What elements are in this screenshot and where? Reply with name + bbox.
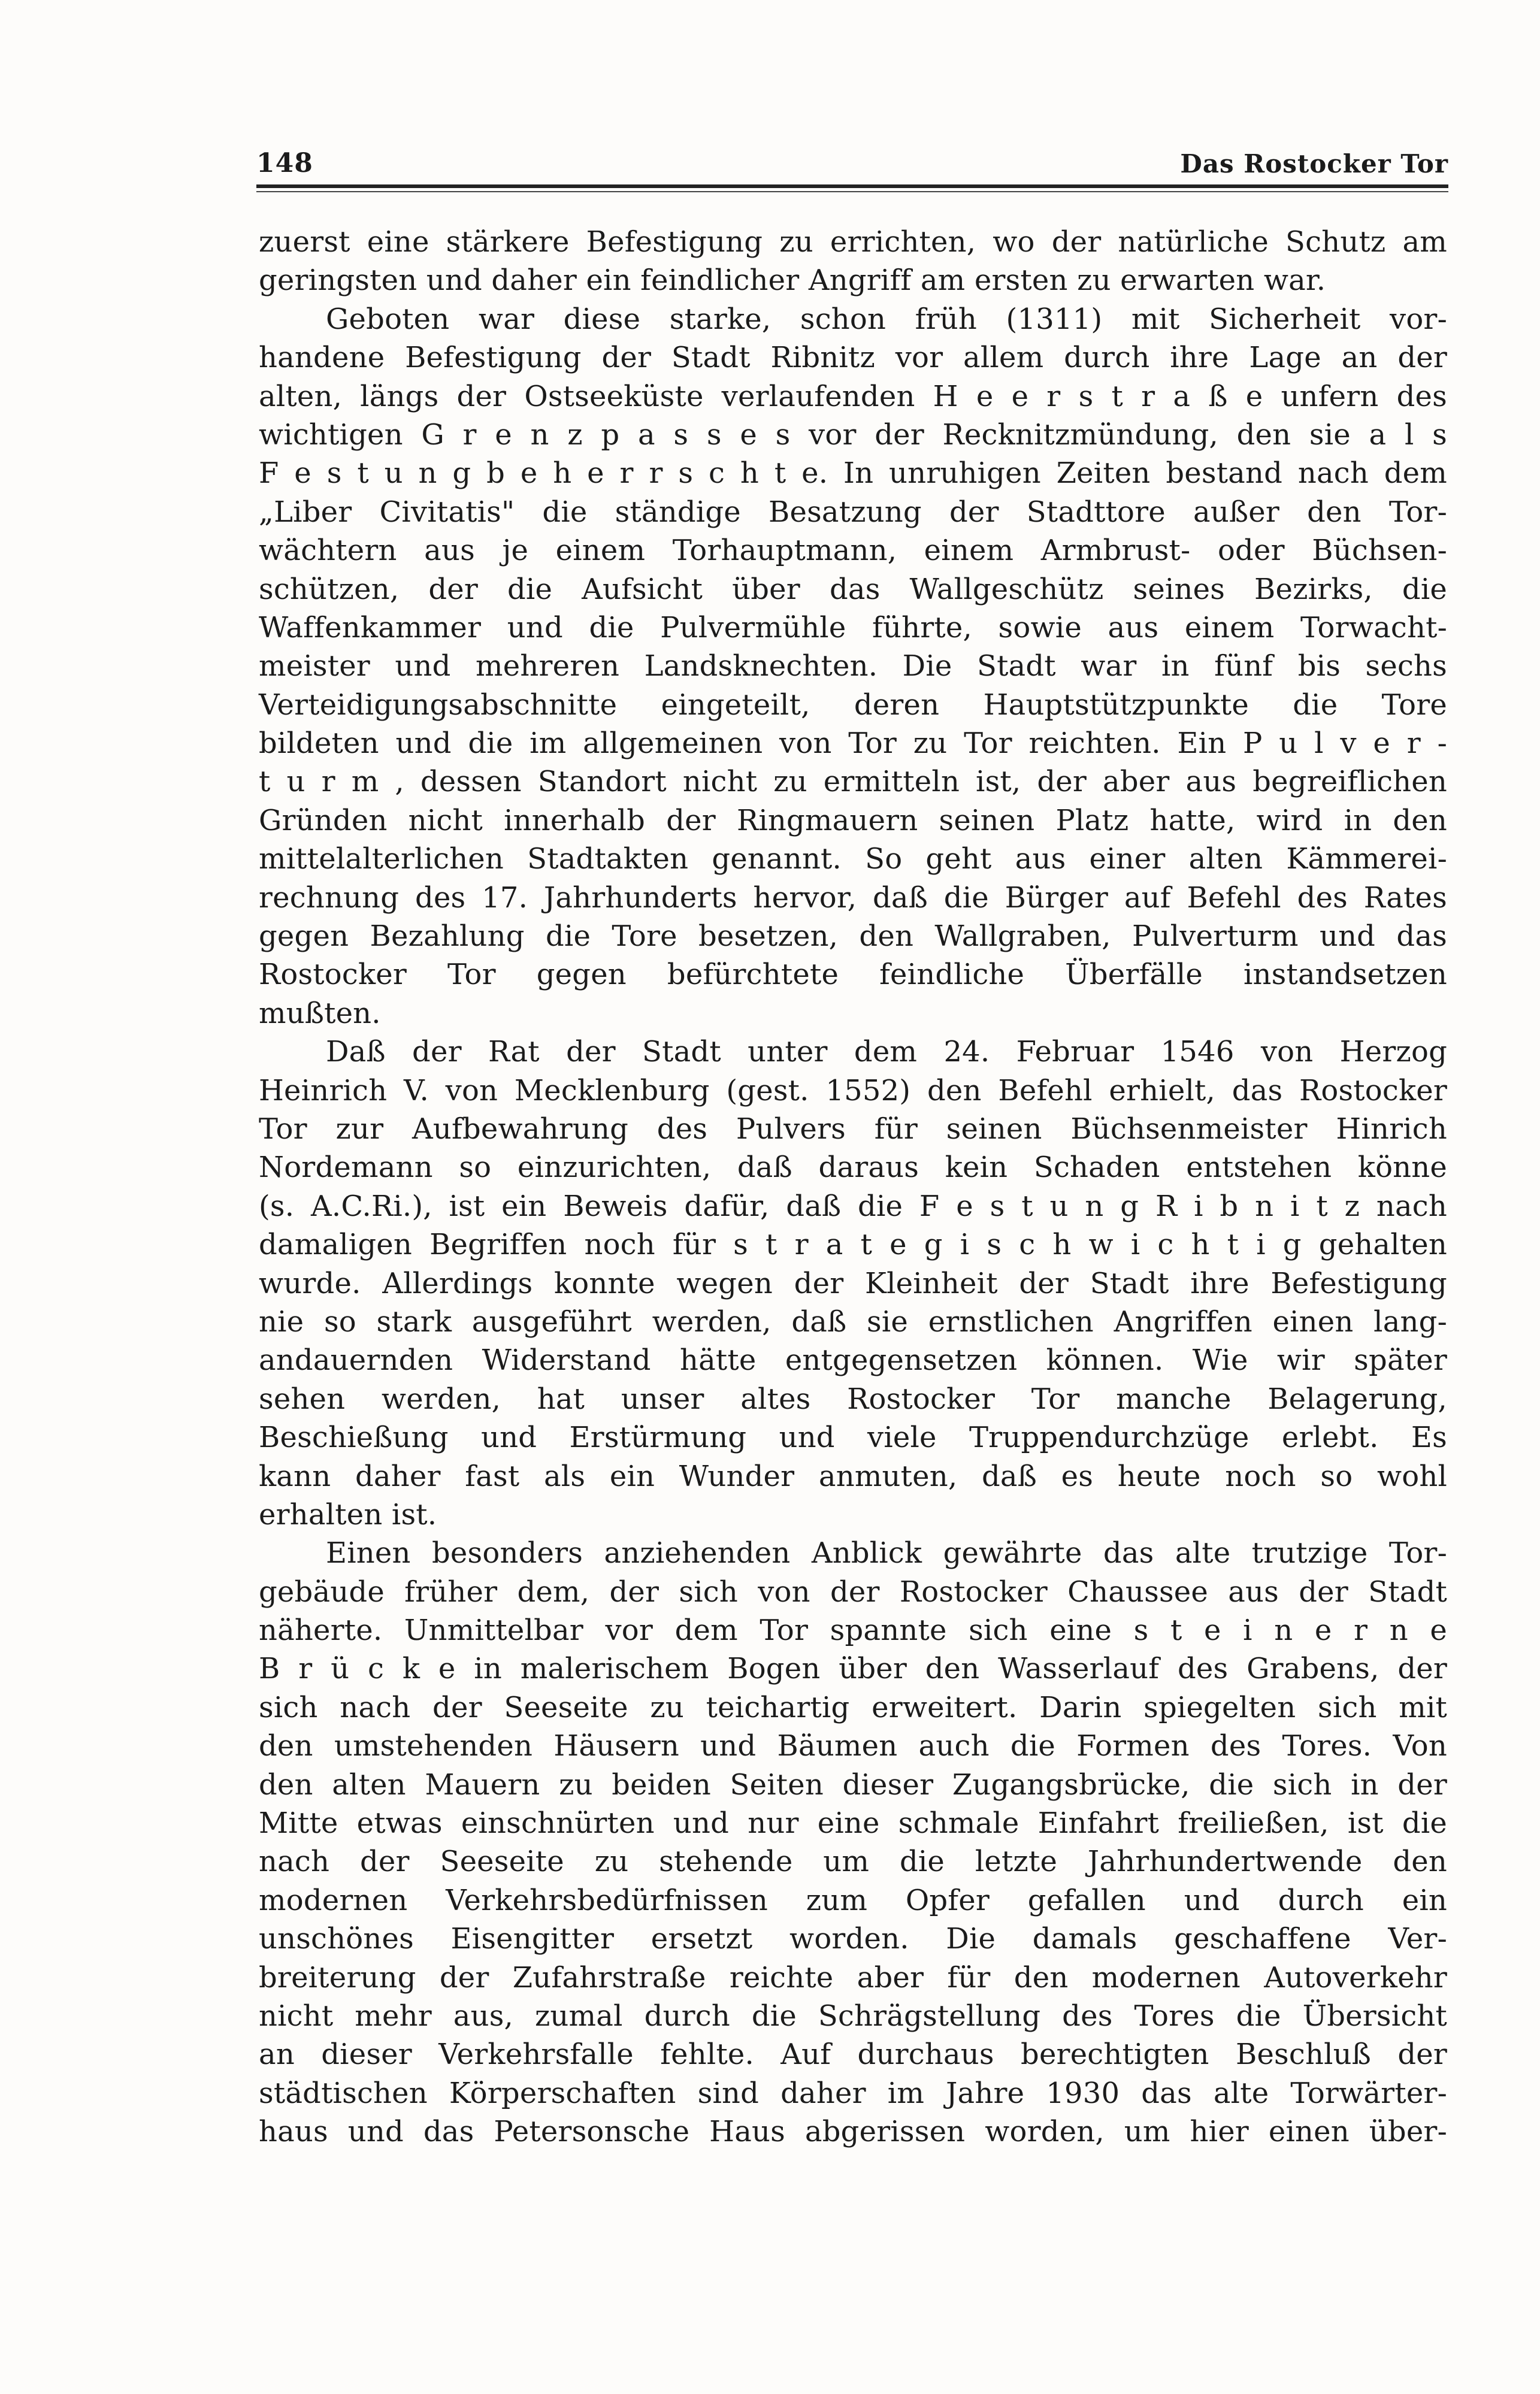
text-line: nach der Seeseite zu stehende um die letzte Jahrhundertwende den	[259, 1845, 1447, 1879]
running-title: Das Rostocker Tor	[1180, 149, 1448, 178]
text-line: Nordemann so einzurichten, daß daraus kein Schaden entstehen könne	[259, 1151, 1447, 1185]
body-text	[259, 223, 1447, 2151]
text-line: erhalten ist.	[259, 1497, 437, 1532]
text-line: bildeten und die im allgemeinen von Tor zu Tor reichten. Ein P u l v e r -	[259, 727, 1447, 761]
page-header	[256, 143, 1448, 178]
text-line: (s. A.C.Ri.), ist ein Beweis dafür, daß die F e s t u n g R i b n i t z nach	[259, 1189, 1447, 1223]
text-line: mittelalterlichen Stadtakten genannt. So geht aus einer alten Kämmerei-	[259, 842, 1447, 876]
text-line: Beschießung und Erstürmung und viele Truppendurchzüge erlebt. Es	[259, 1421, 1447, 1455]
text-line: Gründen nicht innerhalb der Ringmauern seinen Platz hatte, wird in den	[259, 803, 1447, 837]
text-line: nicht mehr aus, zumal durch die Schrägstellung des Tores die Übersicht	[259, 1999, 1447, 2033]
text-line: Waffenkammer und die Pulvermühle führte, sowie aus einem Torwacht-	[259, 610, 1447, 644]
text-line: näherte. Unmittelbar vor dem Tor spannte sich eine s t e i n e r n e	[259, 1614, 1447, 1648]
text-line: schützen, der die Aufsicht über das Wallgeschütz seines Bezirks, die	[259, 572, 1447, 606]
text-line: Daß der Rat der Stadt unter dem 24. Februar 1546 von Herzog	[326, 1035, 1447, 1069]
text-line: breiterung der Zufahrstraße reichte aber für den modernen Autoverkehr	[259, 1960, 1447, 1995]
text-line: sehen werden, hat unser altes Rostocker Tor manche Belagerung,	[259, 1382, 1447, 1416]
text-line: mußten.	[259, 996, 381, 1030]
text-line: t u r m , dessen Standort nicht zu ermitteln ist, der aber aus begreiflichen	[259, 765, 1447, 799]
text-line: den alten Mauern zu beiden Seiten dieser Zugangsbrücke, die sich in der	[259, 1767, 1447, 1802]
text-line: wächtern aus je einem Torhauptmann, einem Armbrust- oder Büchsen-	[259, 534, 1447, 568]
text-line: B r ü c k e in malerischem Bogen über den Wasserlauf des Grabens, der	[259, 1652, 1447, 1686]
text-line: haus und das Petersonsche Haus abgerissen worden, um hier einen über-	[259, 2115, 1447, 2149]
text-line: Heinrich V. von Mecklenburg (gest. 1552) den Befehl erhielt, das Rostocker	[259, 1073, 1447, 1107]
text-line: geringsten und daher ein feindlicher Angriff am ersten zu erwarten war.	[259, 264, 1326, 298]
text-line: zuerst eine stärkere Befestigung zu errichten, wo der natürliche Schutz am	[259, 225, 1447, 259]
text-line: gegen Bezahlung die Tore besetzen, den Wallgraben, Pulverturm und das	[259, 919, 1447, 954]
text-line: rechnung des 17. Jahrhunderts hervor, daß die Bürger auf Befehl des Rates	[259, 880, 1447, 915]
header-rule-thick	[256, 184, 1448, 188]
text-line: Mitte etwas einschnürten und nur eine schmale Einfahrt freiließen, ist die	[259, 1806, 1447, 1841]
text-line: wichtigen G r e n z p a s s e s vor der Recknitzmündung, den sie a l s	[259, 417, 1447, 452]
text-line: meister und mehreren Landsknechten. Die Stadt war in fünf bis sechs	[259, 649, 1447, 683]
text-line: kann daher fast als ein Wunder anmuten, daß es heute noch so wohl	[259, 1459, 1447, 1493]
text-line: an dieser Verkehrsfalle fehlte. Auf durchaus berechtigten Beschluß der	[259, 2038, 1447, 2072]
text-line: alten, längs der Ostseeküste verlaufenden H e e r s t r a ß e unfern des	[259, 379, 1447, 413]
text-line: Geboten war diese starke, schon früh (1311) mit Sicherheit vor-	[326, 302, 1447, 336]
text-line: „Liber Civitatis" die ständige Besatzung der Stadttore außer den Tor-	[259, 495, 1447, 529]
text-line: sich nach der Seeseite zu teichartig erweitert. Darin spiegelten sich mit	[259, 1690, 1447, 1724]
header-rule-thin	[256, 191, 1448, 192]
text-line: damaligen Begriffen noch für s t r a t e g i s c h w i c h t i g gehalten	[259, 1228, 1447, 1262]
text-line: handene Befestigung der Stadt Ribnitz vor allem durch ihre Lage an der	[259, 341, 1447, 375]
text-line: Verteidigungsabschnitte eingeteilt, deren Hauptstützpunkte die Tore	[259, 688, 1447, 722]
text-line: wurde. Allerdings konnte wegen der Kleinheit der Stadt ihre Befestigung	[259, 1266, 1447, 1300]
text-line: modernen Verkehrsbedürfnissen zum Opfer gefallen und durch ein	[259, 1883, 1447, 1917]
text-line: andauernden Widerstand hätte entgegensetzen können. Wie wir später	[259, 1343, 1447, 1378]
text-line: F e s t u n g b e h e r r s c h t e. In unruhigen Zeiten bestand nach dem	[259, 456, 1447, 491]
text-line: Einen besonders anziehenden Anblick gewährte das alte trutzige Tor-	[326, 1536, 1447, 1570]
text-line: Rostocker Tor gegen befürchtete feindliche Überfälle instandsetzen	[259, 958, 1447, 992]
text-line: gebäude früher dem, der sich von der Rostocker Chaussee aus der Stadt	[259, 1575, 1447, 1609]
page-number: 148	[256, 148, 313, 178]
text-line: städtischen Körperschaften sind daher im Jahre 1930 das alte Torwärter-	[259, 2076, 1447, 2110]
text-line: Tor zur Aufbewahrung des Pulvers für seinen Büchsenmeister Hinrich	[259, 1112, 1447, 1146]
text-line: den umstehenden Häusern und Bäumen auch die Formen des Tores. Von	[259, 1729, 1447, 1763]
text-line: unschönes Eisengitter ersetzt worden. Die damals geschaffene Ver-	[259, 1922, 1447, 1956]
text-line: nie so stark ausgeführt werden, daß sie ernstlichen Angriffen einen lang-	[259, 1305, 1447, 1339]
